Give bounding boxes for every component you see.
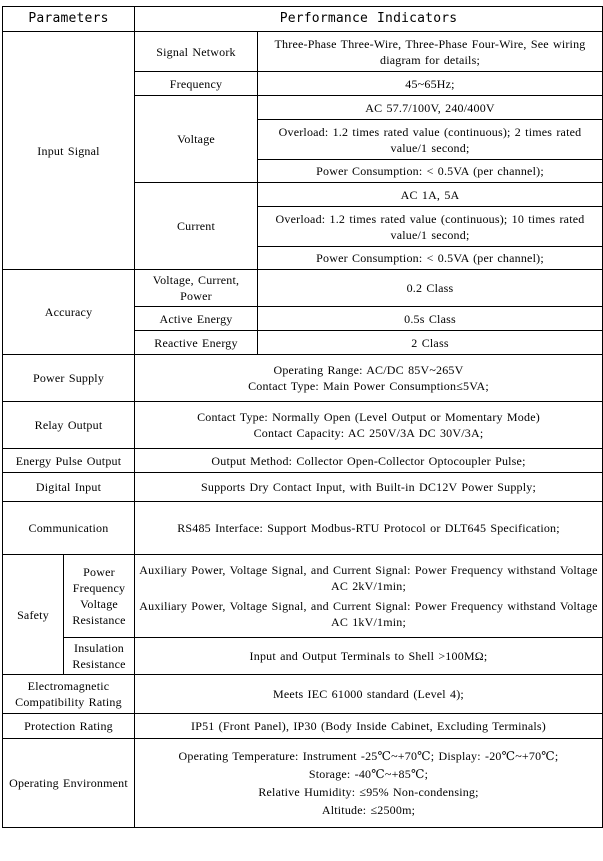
safety-insulation-label: Insulation Resistance bbox=[64, 638, 135, 675]
digital-input-value: Supports Dry Contact Input, with Built-in DC12V Power Supply; bbox=[135, 473, 603, 502]
table-row bbox=[3, 32, 603, 72]
accuracy-reactive-label: Reactive Energy bbox=[135, 331, 258, 355]
communication-value: RS485 Interface: Support Modbus-RTU Protocol or DLT645 Specification; bbox=[135, 502, 603, 555]
header-row bbox=[3, 7, 603, 32]
table-row bbox=[3, 638, 603, 675]
accuracy-vcp-value: 0.2 Class bbox=[258, 270, 603, 307]
safety-pf-line2: Auxiliary Power, Voltage Signal, and Current Signal: Power Frequency withstand Voltage AC 1kV/1min; bbox=[139, 599, 598, 629]
current-power: Power Consumption: < 0.5VA (per channel); bbox=[258, 247, 603, 270]
accuracy-active-label: Active Energy bbox=[135, 307, 258, 331]
safety-insulation-value: Input and Output Terminals to Shell >100MΩ; bbox=[135, 638, 603, 675]
relay-contact-type: Contact Type: Normally Open (Level Output or Momentary Mode) bbox=[197, 410, 540, 424]
frequency-label: Frequency bbox=[135, 72, 258, 96]
safety-pf-line1: Auxiliary Power, Voltage Signal, and Current Signal: Power Frequency withstand Voltage AC 2kV/1min; bbox=[139, 563, 598, 593]
safety-label: Safety bbox=[3, 555, 64, 675]
safety-pf-label: Power Frequency Voltage Resistance bbox=[64, 555, 135, 638]
voltage-label: Voltage bbox=[135, 96, 258, 183]
table-row bbox=[3, 675, 603, 714]
environment-label: Operating Environment bbox=[3, 739, 135, 828]
power-supply-label: Power Supply bbox=[3, 355, 135, 402]
power-supply-value bbox=[135, 355, 603, 402]
header-performance: Performance Indicators bbox=[135, 7, 603, 32]
current-label: Current bbox=[135, 183, 258, 270]
safety-pf-value bbox=[135, 555, 603, 638]
signal-network-value: Three-Phase Three-Wire, Three-Phase Four-Wire, See wiring diagram for details; bbox=[258, 32, 603, 72]
environment-storage: Storage: -40℃~+85℃; bbox=[308, 767, 429, 781]
table-row bbox=[3, 502, 603, 555]
accuracy-active-value: 0.5s Class bbox=[258, 307, 603, 331]
frequency-value: 45~65Hz; bbox=[258, 72, 603, 96]
communication-label: Communication bbox=[3, 502, 135, 555]
table-row bbox=[3, 473, 603, 502]
table-row bbox=[3, 555, 603, 638]
digital-input-label: Digital Input bbox=[3, 473, 135, 502]
environment-altitude: Altitude: ≤2500m; bbox=[321, 803, 416, 817]
relay-output-value bbox=[135, 402, 603, 449]
energy-pulse-value: Output Method: Collector Open-Collector Optocoupler Pulse; bbox=[135, 449, 603, 473]
voltage-power: Power Consumption: < 0.5VA (per channel); bbox=[258, 160, 603, 183]
relay-contact-capacity: Contact Capacity: AC 250V/3A DC 30V/3A; bbox=[253, 426, 484, 440]
accuracy-label: Accuracy bbox=[3, 270, 135, 355]
accuracy-reactive-value: 2 Class bbox=[258, 331, 603, 355]
table-row bbox=[3, 714, 603, 739]
signal-network-label: Signal Network bbox=[135, 32, 258, 72]
emc-value: Meets IEC 61000 standard (Level 4); bbox=[135, 675, 603, 714]
table-row bbox=[3, 402, 603, 449]
spec-table bbox=[2, 6, 603, 828]
power-supply-range: Operating Range: AC/DC 85V~265V bbox=[273, 363, 464, 377]
table-row bbox=[3, 355, 603, 402]
relay-output-label: Relay Output bbox=[3, 402, 135, 449]
input-signal-label: Input Signal bbox=[3, 32, 135, 270]
power-supply-type: Contact Type: Main Power Consumption≤5VA; bbox=[248, 379, 489, 393]
current-rated: AC 1A, 5A bbox=[258, 183, 603, 207]
environment-value bbox=[135, 739, 603, 828]
voltage-rated: AC 57.7/100V, 240/400V bbox=[258, 96, 603, 120]
table-row bbox=[3, 449, 603, 473]
energy-pulse-label: Energy Pulse Output bbox=[3, 449, 135, 473]
table-row bbox=[3, 739, 603, 828]
environment-temperature: Operating Temperature: Instrument -25℃~+70℃; Display: -20℃~+70℃; bbox=[178, 749, 559, 763]
emc-label: Electromagnetic Compatibility Rating bbox=[3, 675, 135, 714]
table-row bbox=[3, 270, 603, 307]
voltage-overload: Overload: 1.2 times rated value (continuous); 2 times rated value/1 second; bbox=[258, 120, 603, 160]
protection-label: Protection Rating bbox=[3, 714, 135, 739]
current-overload: Overload: 1.2 times rated value (continuous); 10 times rated value/1 second; bbox=[258, 207, 603, 247]
accuracy-vcp-label: Voltage, Current, Power bbox=[135, 270, 258, 307]
protection-value: IP51 (Front Panel), IP30 (Body Inside Cabinet, Excluding Terminals) bbox=[135, 714, 603, 739]
environment-humidity: Relative Humidity: ≤95% Non-condensing; bbox=[258, 785, 479, 799]
header-parameters: Parameters bbox=[3, 7, 135, 32]
